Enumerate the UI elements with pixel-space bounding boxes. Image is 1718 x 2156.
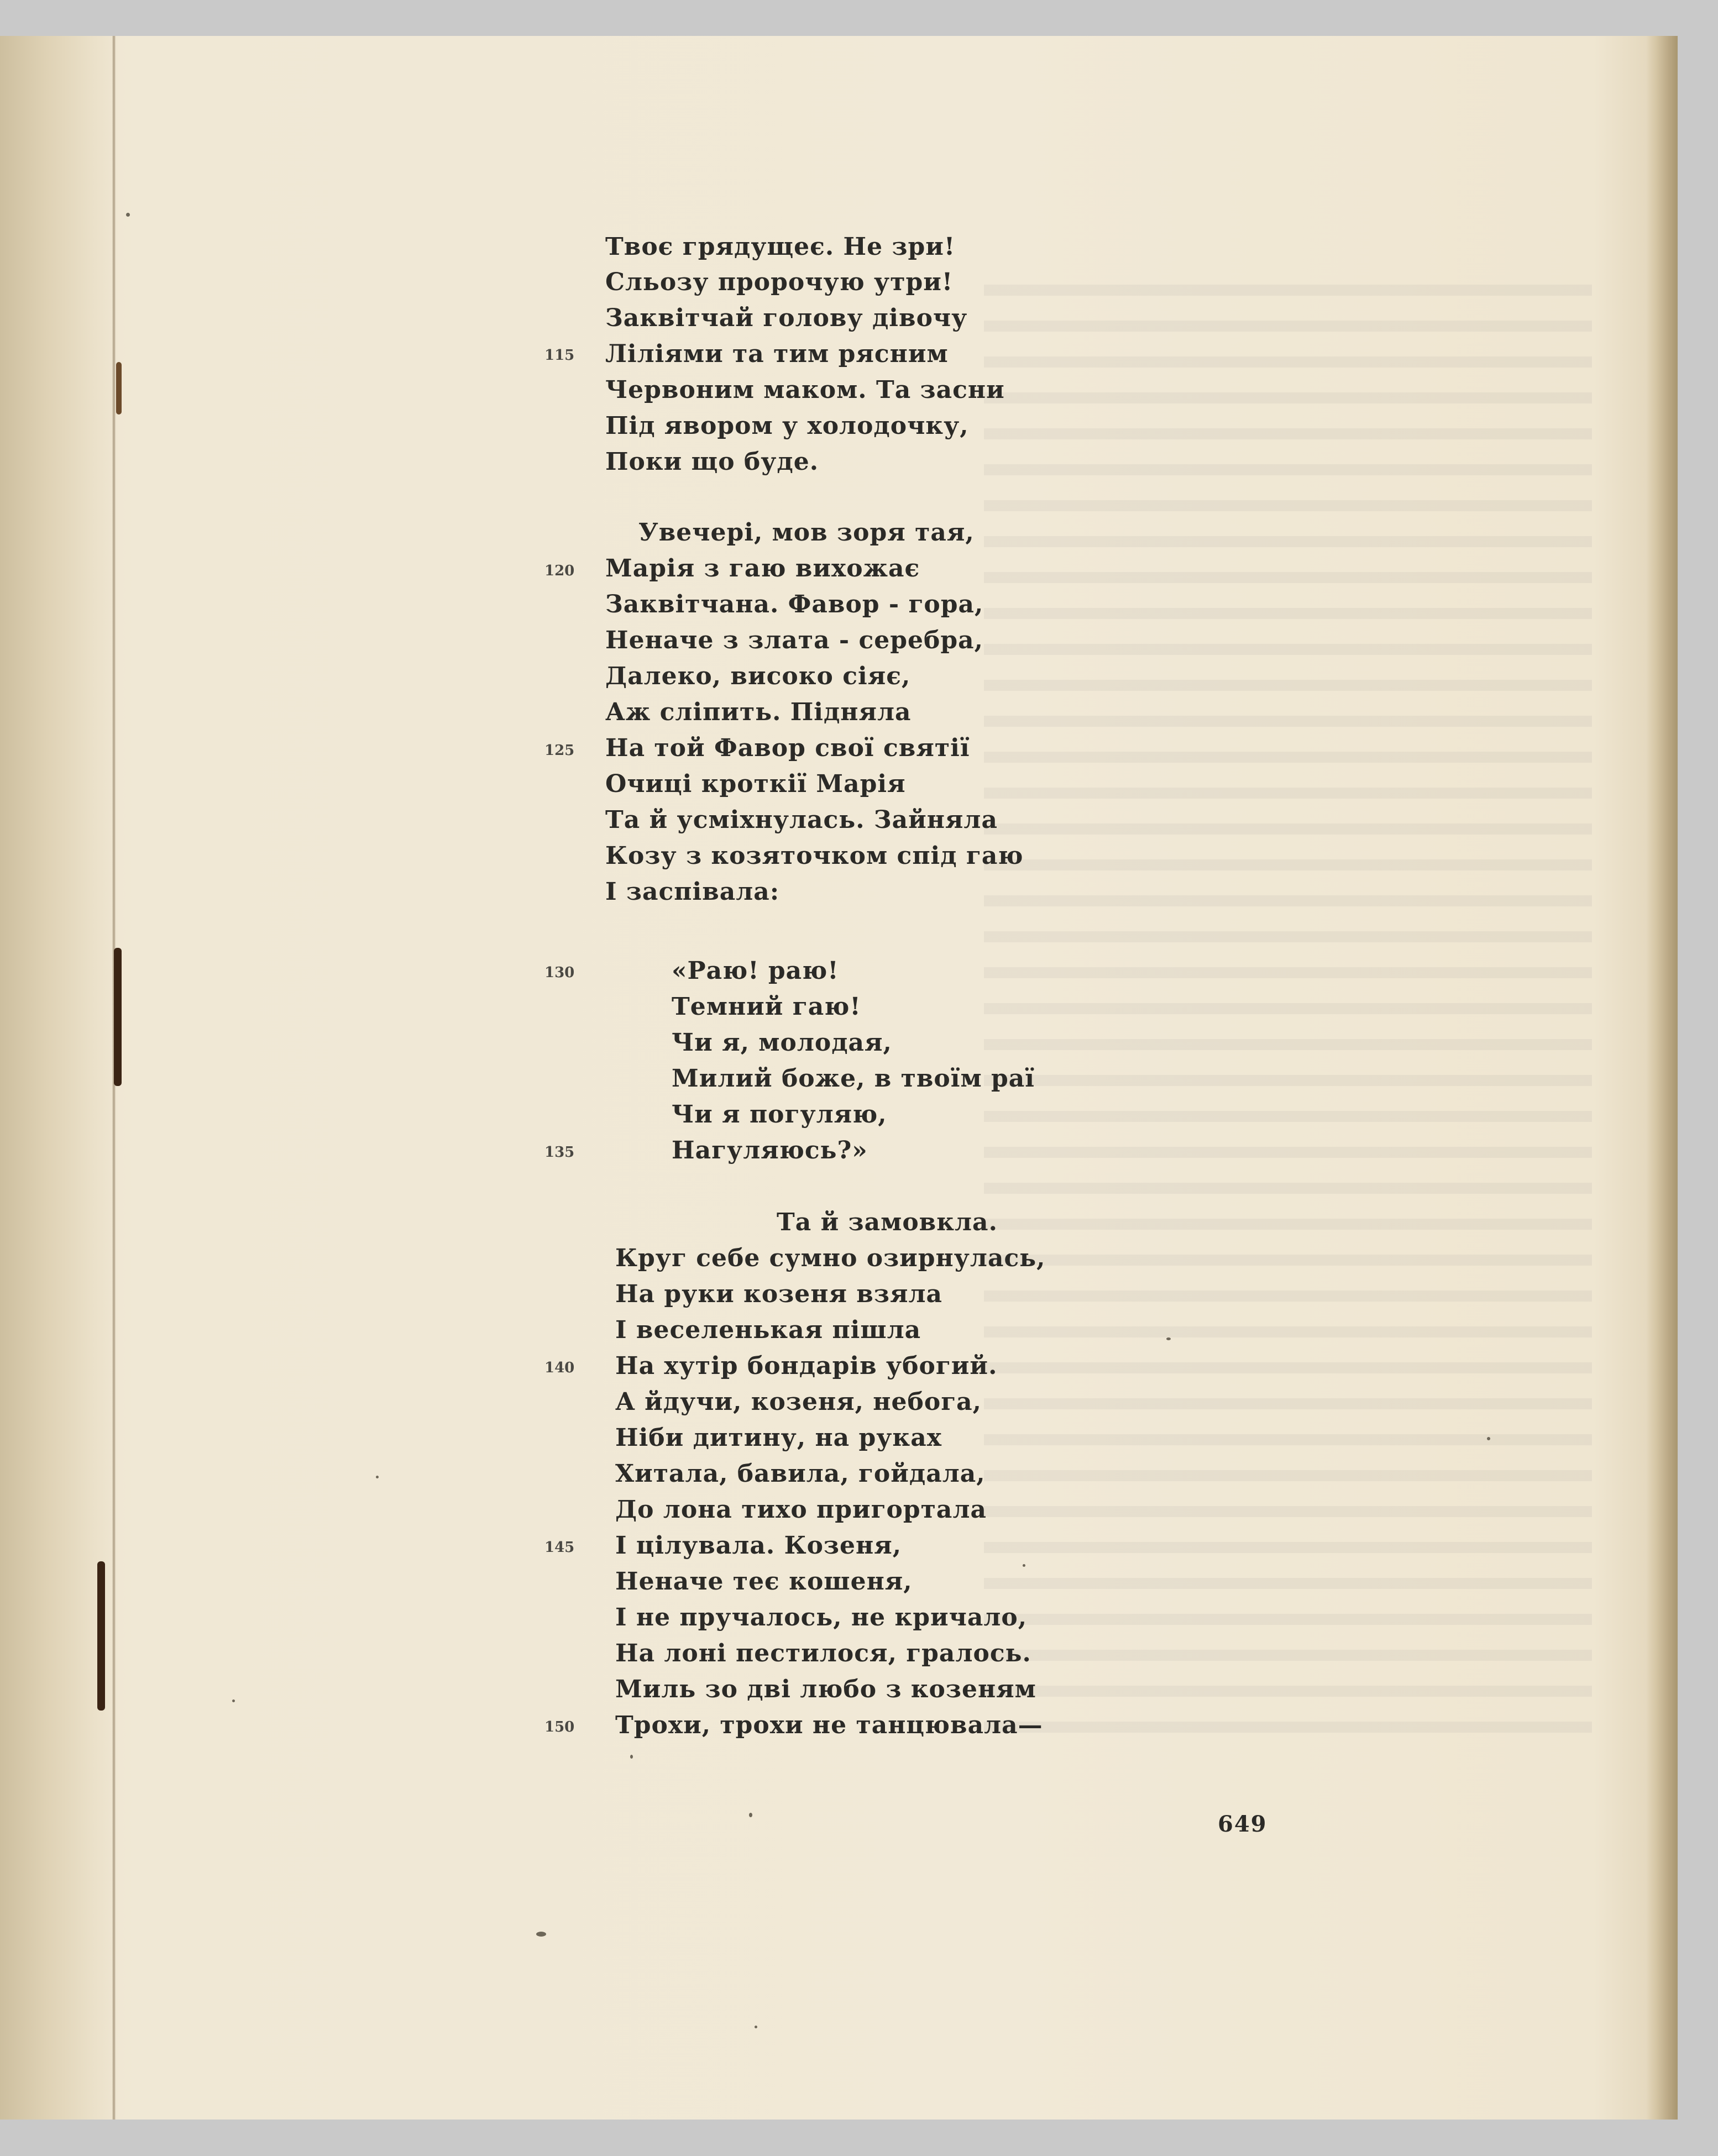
paper-speck: [630, 1755, 633, 1759]
verse-line: Увечері, мов зоря тая,: [638, 518, 975, 547]
paper-speck: [126, 213, 130, 217]
line-number: 135: [544, 1144, 575, 1161]
paper-speck: [1023, 1564, 1025, 1567]
verse-line: «Раю! раю!: [672, 957, 839, 985]
line-number: 150: [544, 1719, 575, 1735]
paper-speck: [376, 1476, 379, 1478]
verse-line: А йдучи, козеня, небога,: [615, 1388, 982, 1416]
verse-line: Та й замовкла.: [777, 1208, 998, 1236]
verse-line: Круг себе сумно озирнулась,: [615, 1244, 1046, 1272]
verse-line: Темний гаю!: [672, 993, 861, 1021]
paper-speck: [1166, 1337, 1171, 1340]
verse-line: Ніби дитину, на руках: [615, 1424, 942, 1452]
paper-speck: [749, 1813, 752, 1817]
verse-line: До лона тихо пригортала: [615, 1496, 987, 1524]
line-number: 140: [544, 1360, 575, 1376]
verse-line: Неначе з злата - серебра,: [605, 626, 983, 654]
verse-line: Милий боже, в твоїм раї: [672, 1064, 1035, 1093]
verse-line: Неначе теє кошеня,: [615, 1567, 913, 1596]
page-gutter: [0, 36, 119, 2120]
verse-line: Миль зо дві любо з козеням: [615, 1675, 1036, 1703]
verse-line: І цілувала. Козеня,: [615, 1531, 902, 1560]
binding-thread: [116, 362, 122, 415]
paper-speck: [536, 1932, 546, 1937]
paper-speck: [232, 1699, 235, 1702]
verse-line: Ліліями та тим рясним: [605, 340, 949, 368]
verse-line: На лоні пестилося, гралось.: [615, 1639, 1031, 1667]
verse-line: Під явором у холодочку,: [605, 412, 969, 440]
verse-line: На руки козеня взяла: [615, 1280, 942, 1308]
paper-speck: [755, 2026, 757, 2028]
line-number: 125: [544, 742, 575, 759]
verse-line: Очиці кроткії Марія: [605, 770, 906, 798]
line-number: 120: [544, 563, 575, 579]
book-page: [0, 36, 1678, 2120]
verse-line: Марія з гаю вихожає: [605, 554, 920, 583]
verse-line: Поки що буде.: [605, 448, 819, 476]
verse-line: Сльозу пророчую утри!: [605, 268, 954, 296]
verse-line: Та й усміхнулась. Зайняла: [605, 806, 998, 834]
verse-line: Козу з козяточком спід гаю: [605, 842, 1024, 870]
line-number: 115: [544, 347, 575, 364]
verse-line: Аж сліпить. Підняла: [605, 698, 912, 726]
verse-line: Трохи, трохи не танцювала—: [615, 1711, 1043, 1739]
verse-line: І не пручалось, не кричало,: [615, 1603, 1028, 1632]
verse-line: На той Фавор свої святії: [605, 734, 970, 762]
verse-line: І заспівала:: [605, 878, 780, 906]
verse-line: Нагуляюсь?»: [672, 1136, 868, 1164]
page-number: 649: [1218, 1811, 1267, 1837]
line-number: 145: [544, 1539, 575, 1556]
verse-line: Хитала, бавила, гойдала,: [615, 1460, 986, 1488]
binding-thread: [114, 948, 122, 1086]
verse-line: І веселенькая пішла: [615, 1316, 921, 1344]
verse-line: Твоє грядущеє. Не зри!: [605, 233, 956, 261]
paper-speck: [1487, 1437, 1490, 1440]
verse-line: На хутір бондарів убогий.: [615, 1352, 998, 1380]
verse-line: Заквітчана. Фавор - гора,: [605, 590, 984, 618]
binding-thread: [97, 1561, 105, 1711]
show-through-text: [984, 263, 1592, 1755]
verse-line: Заквітчай голову дівочу: [605, 304, 968, 332]
line-number: 130: [544, 964, 575, 981]
verse-line: Червоним маком. Та засни: [605, 376, 1005, 404]
verse-line: Чи я, молодая,: [672, 1029, 892, 1057]
verse-line: Далеко, високо сіяє,: [605, 662, 911, 690]
verse-line: Чи я погуляю,: [672, 1100, 887, 1129]
page-edge: [1646, 36, 1678, 2120]
